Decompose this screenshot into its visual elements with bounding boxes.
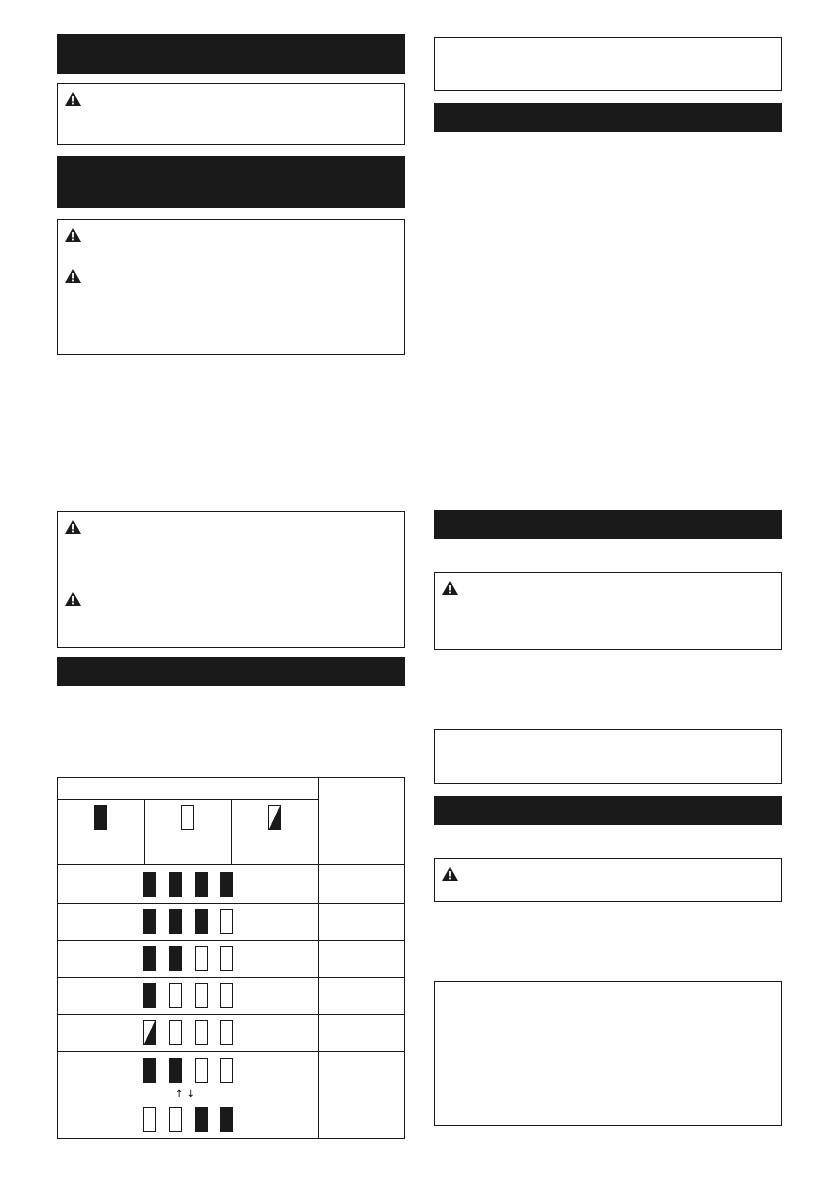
battery-lamp-off [195,1020,208,1045]
battery-lamp-on [220,1107,233,1132]
warning-triangle-icon [64,268,82,284]
section-header-bar-3 [57,657,405,686]
battery-lamp-off [195,983,208,1008]
warning-box-5 [434,858,782,902]
battery-lamp-off [195,1058,208,1083]
warning-box-4 [434,572,782,650]
table-rule [58,940,404,941]
warning-box-3 [57,511,405,648]
note-box-3 [434,981,782,1126]
section-header-bar-2 [57,156,405,208]
table-rule [58,903,404,904]
battery-lamp-off [169,1107,182,1132]
legend-lamp-lit [94,805,107,830]
battery-lamp-off [169,1020,182,1045]
battery-lamp-on [169,1058,182,1083]
table-rule [144,799,145,864]
note-box-1 [434,37,782,91]
battery-lamp-on [195,909,208,934]
battery-lamp-on [169,872,182,897]
warning-triangle-icon [441,866,459,882]
battery-lamp-half [143,1020,156,1045]
warning-triangle-icon [441,580,459,596]
battery-lamp-on [143,1058,156,1083]
battery-lamp-on [195,872,208,897]
section-header-bar-5 [434,510,782,539]
battery-lamp-on [143,983,156,1008]
battery-lamp-off [169,983,182,1008]
table-rule [58,864,404,865]
battery-lamp-on [143,909,156,934]
battery-lamp-on [143,872,156,897]
warning-triangle-icon [64,591,82,607]
legend-lamp-off [181,805,194,830]
section-header-bar-4 [434,103,782,132]
battery-lamp-off [220,1020,233,1045]
battery-lamp-on [143,946,156,971]
warning-box-1 [57,83,405,145]
table-rule [58,799,318,800]
arrow-up-icon: ↑ [175,1089,184,1100]
table-rule [58,1014,404,1015]
table-rule [231,799,232,864]
alternating-arrows [175,1089,195,1101]
battery-lamp-off [220,1058,233,1083]
arrow-down-icon: ↓ [186,1089,195,1100]
battery-lamp-on [169,946,182,971]
battery-lamp-off [220,983,233,1008]
warning-triangle-icon [64,227,82,243]
table-rule [318,778,319,1138]
battery-lamp-on [169,909,182,934]
battery-lamp-on [220,872,233,897]
battery-lamp-on [195,1107,208,1132]
battery-indicator-table [57,777,405,1139]
section-header-bar-1 [57,34,405,74]
section-header-bar-6 [434,796,782,825]
battery-lamp-off [143,1107,156,1132]
battery-lamp-off [220,946,233,971]
legend-lamp-blinking [268,805,281,830]
note-box-2 [434,729,782,784]
warning-triangle-icon [64,91,82,107]
warning-triangle-icon [64,519,82,535]
warning-box-2 [57,219,405,355]
battery-lamp-off [195,946,208,971]
table-rule [58,977,404,978]
battery-lamp-off [220,909,233,934]
table-rule [58,1051,404,1052]
